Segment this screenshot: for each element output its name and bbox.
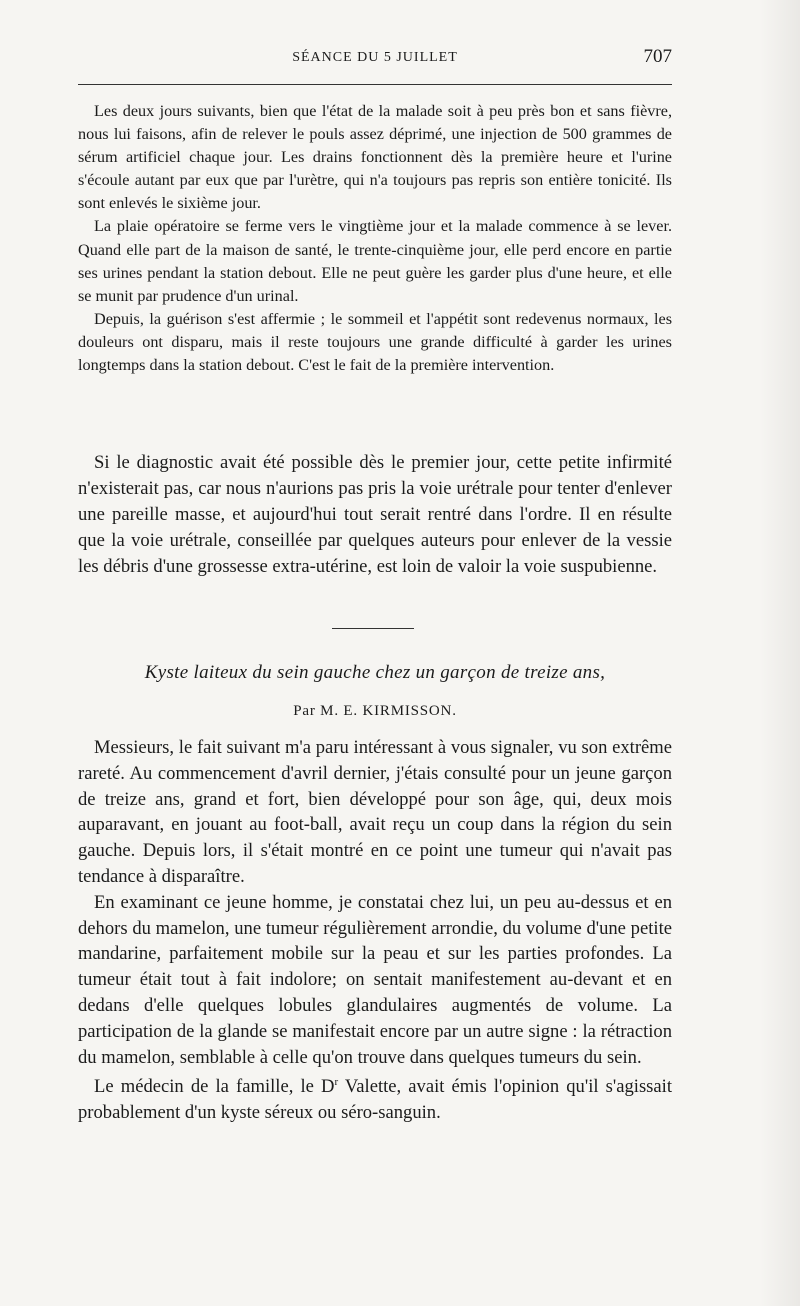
- paragraph: Les deux jours suivants, bien que l'état de la malade soit à peu près bon et sans fièvre, nous lui faisons, afin de relever le pouls assez déprimé, une injection de 500 grammes de sérum artificiel chaque jour. Les drains fonctionnent dès la première heure et l'urine s'écoule autant par eux que par l'urètre, qui n'a toujours pas repris son entière tonicité. Ils sont enlevés le sixième jour.: [78, 102, 672, 213]
- paragraph: En examinant ce jeune homme, je constatai chez lui, un peu au-dessus et en dehors du mamelon, une tumeur régulièrement arrondie, du volume d'une petite mandarine, parfaitement mobile sur la peau et sur les parties profondes. La tumeur était tout à fait indolore; on sentait manifestement au-devant et en dedans d'elle quelques lobules glandulaires augmentés de volume. La participation de la glande se manifestait encore par un autre signe : la rétraction du mamelon, semblable à celle qu'on trouve dans quelques tumeurs du sein.: [78, 891, 672, 1068]
- article-title: Kyste laiteux du sein gauche chez un garçon de treize ans,: [144, 662, 606, 683]
- article-byline: Par M. E. KIRMISSON.: [293, 703, 457, 719]
- page-edge-shadow: [760, 0, 800, 1306]
- conclusion-block: [78, 450, 672, 580]
- section-divider: [332, 628, 414, 629]
- case-report-continuation: [78, 100, 672, 377]
- article-body: [78, 735, 672, 1126]
- paragraph: Depuis, la guérison s'est affermie ; le sommeil et l'appétit sont redevenus normaux, les douleurs ont disparu, mais il reste toujours une grande difficulté à garder les urines longtemps dans la station debout. C'est le fait de la première intervention.: [78, 309, 672, 375]
- running-title: SÉANCE DU 5 JUILLET: [292, 50, 458, 65]
- superscript: r: [334, 1076, 339, 1089]
- text-run: Le médecin de la famille, le D: [94, 1076, 335, 1098]
- conclusion-paragraph: Si le diagnostic avait été possible dès le premier jour, cette petite infirmité n'existerait pas, car nous n'aurions pas pris la voie urétrale pour tenter d'enlever une pareille masse, et aujourd'hui tout serait rentré dans l'ordre. Il en résulte que la voie urétrale, conseillée par quelques auteurs pour enlever de la vessie les débris d'une grossesse extra-utérine, est loin de valoir la voie suspubienne.: [78, 452, 672, 578]
- page-header: [78, 44, 672, 74]
- text-run: Valette, avait émis l'opinion qu'il s'agissait probablement d'un kyste séreux ou séro-sanguin.: [78, 1076, 673, 1124]
- paragraph: La plaie opératoire se ferme vers le vingtième jour et la malade commence à se lever. Quand elle part de la maison de santé, le trente-cinquième jour, elle perd encore en partie ses urines pendant la station debout. Elle ne peut guère les garder plus d'une heure, et elle se munit par prudence d'un urinal.: [78, 217, 672, 305]
- paragraph: [78, 1070, 672, 1126]
- page-number: 707: [643, 46, 672, 67]
- paragraph: Messieurs, le fait suivant m'a paru intéressant à vous signaler, vu son extrême rareté. Au commencement d'avril dernier, j'étais consulté pour un jeune garçon de treize ans, grand et fort, bien développé pour son âge, qui, deux mois auparavant, en jouant au foot-ball, avait reçu un coup dans la région du sein gauche. Depuis lors, il s'était montré en ce point une tumeur qui n'avait pas tendance à disparaître.: [78, 737, 672, 887]
- header-rule: [78, 84, 672, 85]
